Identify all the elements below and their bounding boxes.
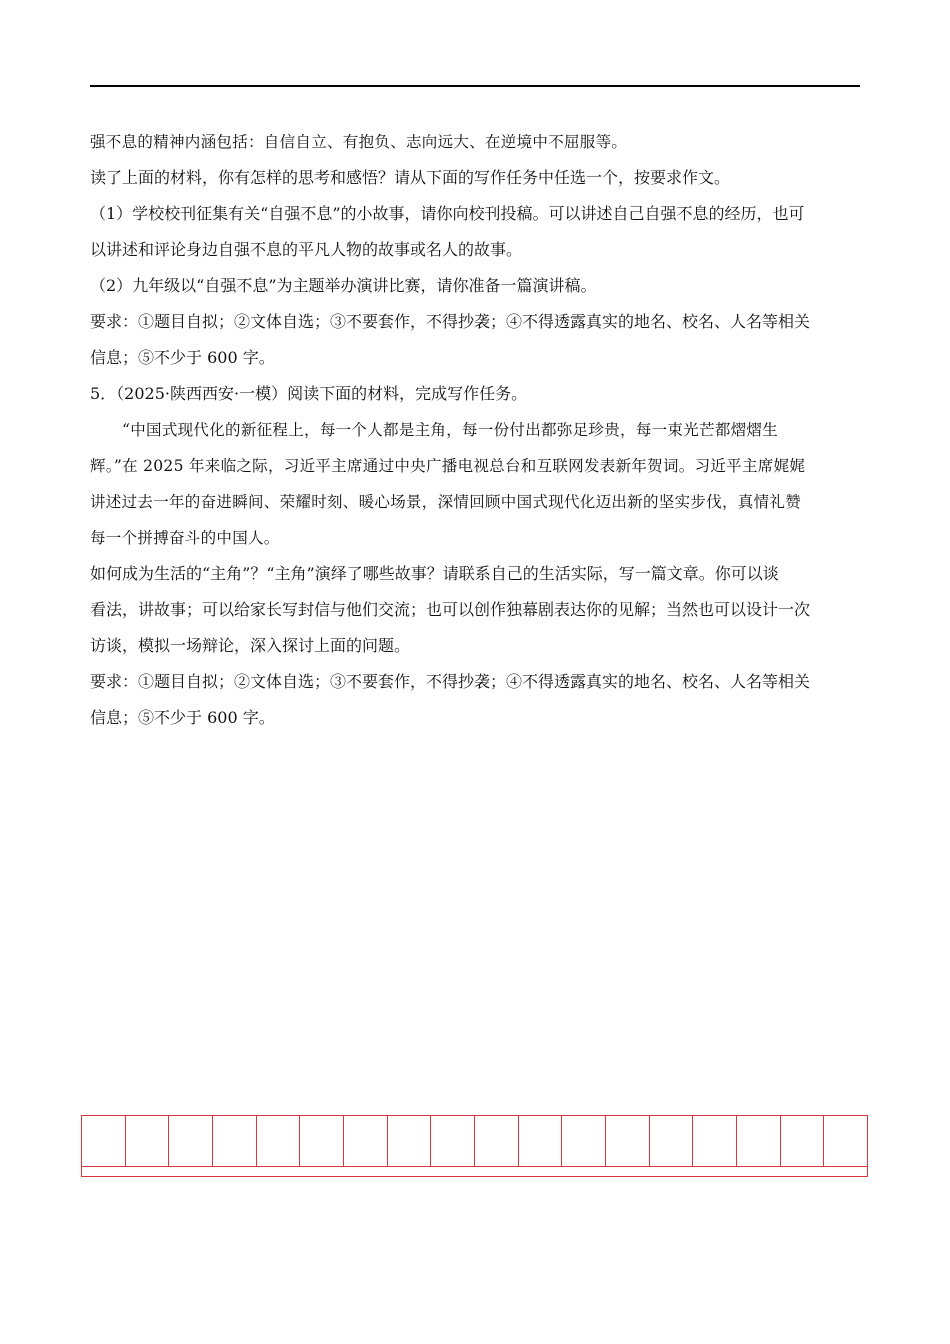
grid-separator [82,1166,867,1167]
grid-cell[interactable] [781,1116,825,1166]
question-heading: 5．（2025·陕西西安·一模）阅读下面的材料，完成写作任务。 [90,384,528,403]
grid-cell[interactable] [300,1116,344,1166]
grid-cell[interactable] [737,1116,781,1166]
text-line: 读了上面的材料，你有怎样的思考和感悟？请从下面的写作任务中任选一个，按要求作文。 [90,168,731,187]
grid-cell[interactable] [82,1116,126,1166]
grid-cell[interactable] [431,1116,475,1166]
text-line: 要求：①题目自拟；②文体自选；③不要套作，不得抄袭；④不得透露真实的地名、校名、人名等相关 [90,672,811,691]
grid-cell[interactable] [213,1116,257,1166]
grid-row [82,1116,867,1166]
grid-cell[interactable] [475,1116,519,1166]
text-line: 强不息的精神内涵包括：自信自立、有抱负、志向远大、在逆境中不屈服等。 [90,133,628,151]
grid-cell[interactable] [344,1116,388,1166]
document-body [90,124,860,736]
text-line: 每一个拼搏奋斗的中国人。 [90,529,280,547]
grid-cell[interactable] [519,1116,563,1166]
text-line: “中国式现代化的新征程上，每一个人都是主角，每一份付出都弥足珍贵，每一束光芒都熠熠生 [122,421,779,439]
text-line: 信息；⑤不少于 600 字。 [90,348,275,367]
text-line: 访谈，模拟一场辩论，深入探讨上面的问题。 [90,636,411,655]
text-line: 如何成为生活的“主角”？“主角”演绎了哪些故事？请联系自己的生活实际，写一篇文章。你可以谈 [90,564,779,583]
text-line: 看法，讲故事；可以给家长写封信与他们交流；也可以创作独幕剧表达你的见解；当然也可以设计一次 [90,600,811,619]
text-line: 要求：①题目自拟；②文体自选；③不要套作，不得抄袭；④不得透露真实的地名、校名、人名等相关 [90,312,811,331]
text-line: 讲述过去一年的奋进瞬间、荣耀时刻、暖心场景，深情回顾中国式现代化迈出新的坚实步伐，真情礼赞 [90,493,802,511]
grid-cell[interactable] [126,1116,170,1166]
grid-cell[interactable] [388,1116,432,1166]
grid-cell[interactable] [562,1116,606,1166]
text-line: （2）九年级以“自强不息”为主题举办演讲比赛，请你准备一篇演讲稿。 [90,276,597,295]
text-line: （1）学校校刊征集有关“自强不息”的小故事，请你向校刊投稿。可以讲述自己自强不息的经历，也可 [90,204,805,223]
grid-cell[interactable] [693,1116,737,1166]
grid-cell[interactable] [824,1116,867,1166]
header-rule [90,85,860,87]
text-line: 辉。”在 2025 年来临之际，习近平主席通过中央广播电视总台和互联网发表新年贺词。习近平主席娓娓 [90,457,806,475]
grid-cell[interactable] [169,1116,213,1166]
grid-cell[interactable] [650,1116,694,1166]
text-line: 信息；⑤不少于 600 字。 [90,708,275,727]
text-line: 以讲述和评论身边自强不息的平凡人物的故事或名人的故事。 [90,240,523,259]
grid-cell[interactable] [257,1116,301,1166]
writing-grid [81,1115,868,1177]
grid-cell[interactable] [606,1116,650,1166]
